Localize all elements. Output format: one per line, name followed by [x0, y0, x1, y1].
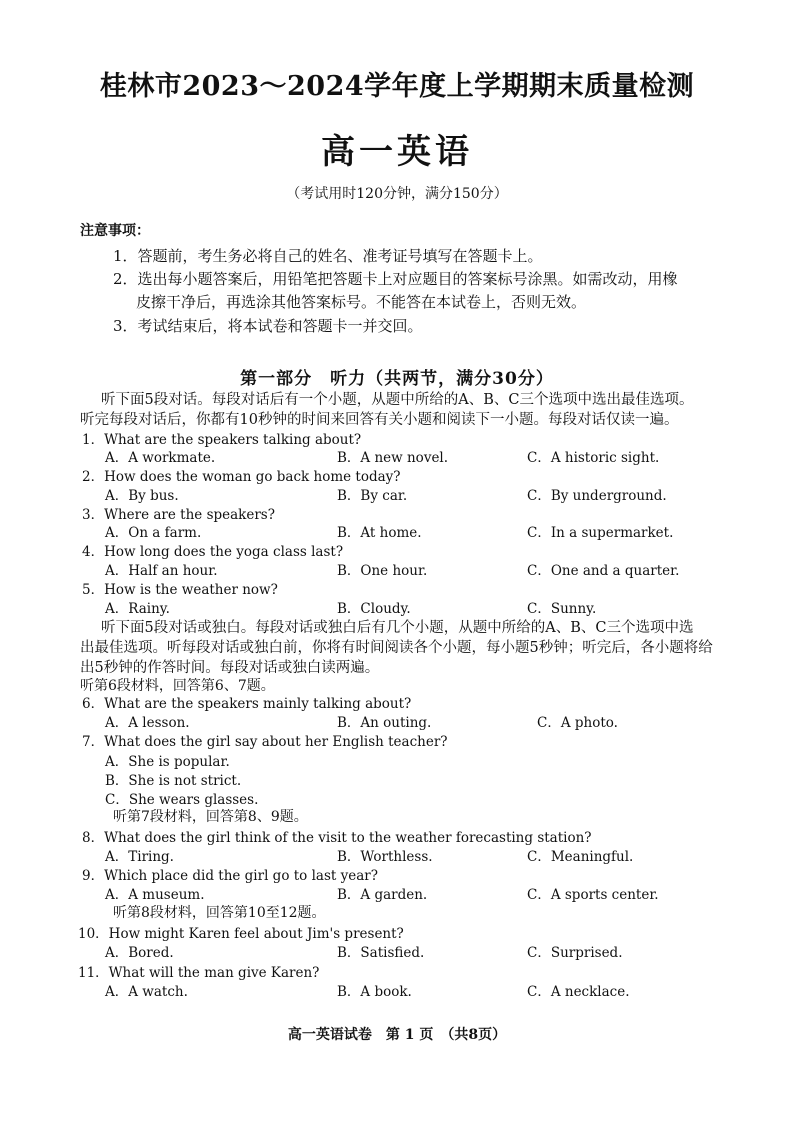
question-10-option-a: A．Bored.: [105, 945, 174, 961]
notice-item-1: 1．答题前，考生务必将自己的姓名、准考证号填写在答题卡上。: [113, 247, 543, 265]
question-2: 2．How does the woman go back home today?: [82, 469, 401, 485]
question-10: 10．How might Karen feel about Jim's present?: [78, 926, 404, 942]
question-9: 9．Which place did the girl go to last year?: [82, 868, 378, 884]
material-8-instruction: 听第8段材料，回答第10至12题。: [113, 905, 326, 921]
notice-heading: 注意事项：: [80, 223, 150, 239]
question-7-option-a: A．She is popular.: [105, 754, 230, 770]
question-4: 4．How long does the yoga class last?: [82, 544, 344, 560]
question-1-option-a: A．A workmate.: [105, 450, 216, 466]
question-6-option-c: C．A photo.: [537, 715, 618, 731]
section-heading: 第一部分 听力（共两节，满分30分）: [240, 369, 554, 389]
exam-subject: 高一英语: [321, 132, 473, 172]
question-6-option-b: B．An outing.: [337, 715, 432, 731]
intro-paragraph-1-line-1: 听下面5段对话。每段对话后有一个小题，从题中所给的A、B、C三个选项中选出最佳选项。: [101, 392, 694, 408]
intro-paragraph-2-line-3: 出5秒钟的作答时间。每段对话或独白读两遍。: [80, 660, 380, 676]
exam-title: 桂林市2023～2024学年度上学期期末质量检测: [99, 71, 695, 102]
question-1-option-b: B．A new novel.: [337, 450, 449, 466]
intro-paragraph-2-line-2: 出最佳选项。听每段对话或独白前，你将有时间阅读各个小题，每小题5秒钟；听完后，各小题将给: [80, 640, 713, 656]
question-2-option-a: A．By bus.: [105, 488, 179, 504]
notice-item-2-cont: 皮擦干净后，再选涂其他答案标号。不能答在本试卷上，否则无效。: [136, 293, 587, 311]
question-10-option-c: C．Surprised.: [527, 945, 623, 961]
page-footer: 高一英语试卷 第 1 页 （共8页）: [287, 1027, 507, 1043]
question-3-option-c: C．In a supermarket.: [527, 525, 674, 541]
question-3: 3．Where are the speakers?: [82, 507, 275, 523]
question-4-option-c: C．One and a quarter.: [527, 563, 680, 579]
question-4-option-b: B．One hour.: [337, 563, 428, 579]
material-6-instruction: 听第6段材料，回答第6、7题。: [80, 678, 275, 694]
question-5-option-b: B．Cloudy.: [337, 601, 411, 617]
question-11-option-b: B．A book.: [337, 984, 412, 1000]
question-5-option-a: A．Rainy.: [105, 601, 170, 617]
question-11-option-c: C．A necklace.: [527, 984, 630, 1000]
question-8: 8．What does the girl think of the visit to the weather forecasting station?: [82, 830, 592, 846]
notice-item-2: 2．选出每小题答案后，用铅笔把答题卡上对应题目的答案标号涂黑。如需改动，用橡: [113, 270, 678, 288]
question-5-option-c: C．Sunny.: [527, 601, 597, 617]
question-7-option-b: B．She is not strict.: [105, 773, 242, 789]
question-9-option-b: B．A garden.: [337, 887, 428, 903]
question-3-option-a: A．On a farm.: [105, 525, 202, 541]
question-8-option-b: B．Worthless.: [337, 849, 433, 865]
question-11: 11．What will the man give Karen?: [78, 965, 320, 981]
question-8-option-c: C．Meaningful.: [527, 849, 634, 865]
question-4-option-a: A．Half an hour.: [105, 563, 218, 579]
question-6-option-a: A．A lesson.: [105, 715, 190, 731]
intro-paragraph-1-line-2: 听完每段对话后，你都有10秒钟的时间来回答有关小题和阅读下一小题。每段对话仅读一遍。: [80, 412, 679, 428]
intro-paragraph-2-line-1: 听下面5段对话或独白。每段对话或独白后有几个小题，从题中所给的A、B、C三个选项中选: [101, 620, 694, 636]
notice-item-3: 3．考试结束后，将本试卷和答题卡一并交回。: [113, 317, 423, 335]
question-1-option-c: C．A historic sight.: [527, 450, 660, 466]
question-10-option-b: B．Satisfied.: [337, 945, 425, 961]
question-9-option-a: A．A museum.: [105, 887, 205, 903]
question-6: 6．What are the speakers mainly talking about?: [82, 696, 412, 712]
question-3-option-b: B．At home.: [337, 525, 422, 541]
question-11-option-a: A．A watch.: [105, 984, 188, 1000]
question-7: 7．What does the girl say about her English teacher?: [82, 734, 448, 750]
question-7-option-c: C．She wears glasses.: [105, 792, 259, 808]
exam-time-info: （考试用时120分钟，满分150分）: [286, 186, 508, 202]
question-2-option-b: B．By car.: [337, 488, 408, 504]
material-7-instruction: 听第7段材料，回答第8、9题。: [113, 809, 308, 825]
question-5: 5．How is the weather now?: [82, 582, 278, 598]
question-1: 1．What are the speakers talking about?: [82, 432, 362, 448]
question-2-option-c: C．By underground.: [527, 488, 667, 504]
question-8-option-a: A．Tiring.: [105, 849, 174, 865]
question-9-option-c: C．A sports center.: [527, 887, 659, 903]
